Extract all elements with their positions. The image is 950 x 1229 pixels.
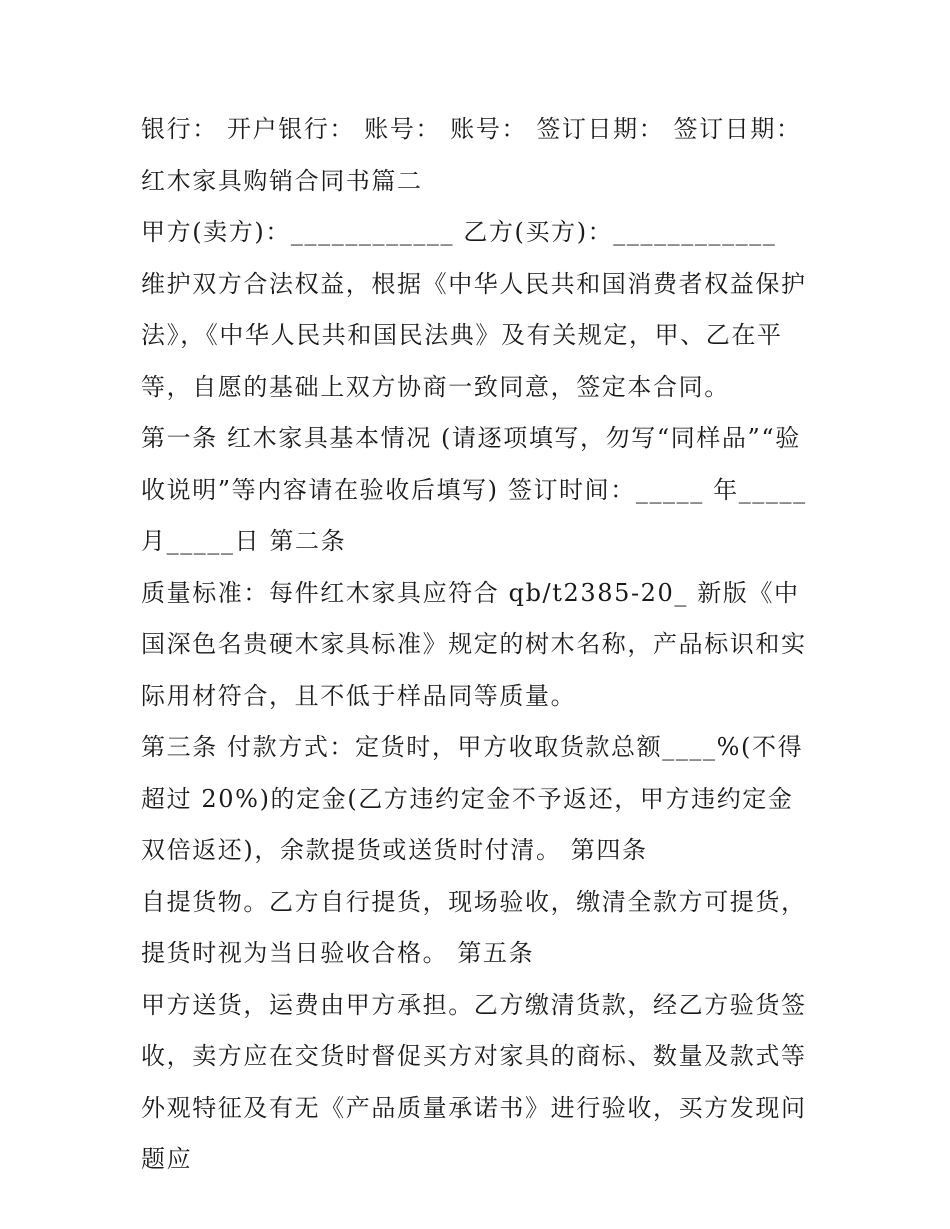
paragraph-delivery: 甲方送货，运费由甲方承担。乙方缴清货款，经乙方验货签收，卖方应在交货时督促买方对家具的商标、数量及款式等外观特征及有无《产品质量承诺书》进行验收，买方发现问题应 xyxy=(141,990,807,1173)
paragraph-quality-standard: 质量标准：每件红木家具应符合 qb/t2385-20_ 新版《中国深色名贵硬木家具标准》规定的树木名称，产品标识和实际用材符合，且不低于样品同等质量。 xyxy=(141,578,807,710)
paragraph-bank-info: 银行： 开户银行： 账号： 账号： 签订日期： 签订日期： 红木家具购销合同书篇二 xyxy=(141,115,802,195)
paragraph-preamble: 维护双方合法权益，根据《中华人民共和国消费者权益保护法》，《中华人民共和国民法典》及有关规定，甲、乙在平等，自愿的基础上双方协商一致同意，签定本合同。 xyxy=(141,269,807,401)
document-page xyxy=(141,104,813,1186)
paragraph-self-pickup: 自提货物。乙方自行提货，现场验收，缴清全款方可提货，提货时视为当日验收合格。 第五条 xyxy=(141,887,807,967)
paragraph-article-3: 第三条 付款方式：定货时，甲方收取货款总额____%(不得超过 20%)的定金(乙方违约定金不予返还，甲方违约定金双倍返还)，余款提货或送货时付清。 第四条 xyxy=(141,733,804,864)
paragraph-article-1: 第一条 红木家具基本情况 (请逐项填写，勿写“同样品”“验收说明”等内容请在验收后填写) 签订时间：_____ 年_____月_____日 第二条 xyxy=(141,424,807,555)
paragraph-parties: 甲方(卖方)：____________ 乙方(买方)：____________ xyxy=(141,218,777,246)
